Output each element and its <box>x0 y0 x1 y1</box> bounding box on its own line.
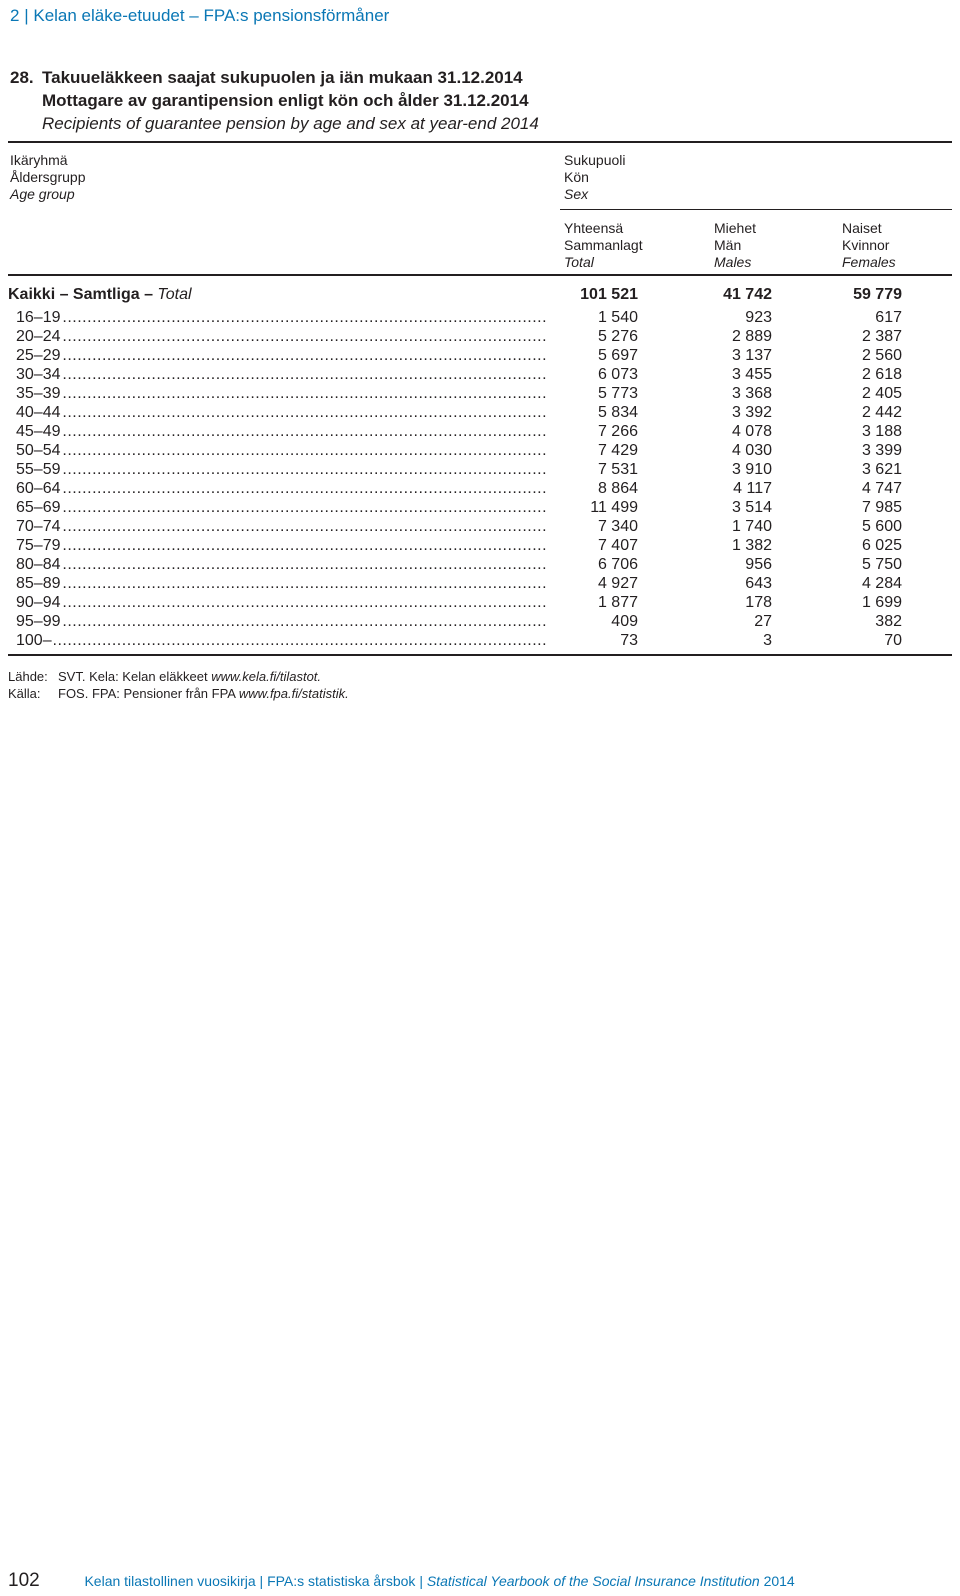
total-row <box>8 282 952 308</box>
table-bottom-rule <box>8 654 952 656</box>
females-col-header-sv: Kvinnor <box>842 237 890 253</box>
table-row <box>8 498 952 517</box>
total-row-label <box>8 282 548 308</box>
total-cell: 1 877 <box>597 594 638 611</box>
age-label: 25–29 <box>8 346 63 365</box>
age-label: 30–34 <box>8 365 63 384</box>
header-top-rule <box>8 141 952 143</box>
table-row <box>8 346 952 365</box>
age-label-cell <box>8 631 548 650</box>
footer-sep-2: | <box>419 1573 423 1589</box>
females-cell: 3 188 <box>861 423 902 440</box>
sources <box>8 668 349 702</box>
footer-sep-1: | <box>259 1573 264 1589</box>
sex-header-fi: Sukupuoli <box>564 152 626 168</box>
chapter-separator: | <box>24 6 29 25</box>
footer-publication <box>84 1573 794 1589</box>
total-cell: 4 927 <box>597 575 638 592</box>
header-bottom-rule <box>8 274 952 276</box>
females-cell: 6 025 <box>861 537 902 554</box>
sex-header-sv: Kön <box>564 169 589 185</box>
table-row <box>8 422 952 441</box>
total-cell: 7 429 <box>597 442 638 459</box>
age-label-cell <box>8 498 548 517</box>
females-cell: 2 618 <box>861 366 902 383</box>
source-fi-url: www.kela.fi/tilastot. <box>211 669 322 684</box>
age-label: 50–54 <box>8 441 63 460</box>
age-label: 100– <box>8 631 54 650</box>
females-col-header <box>842 220 896 271</box>
females-cell: 382 <box>875 613 902 630</box>
table-row <box>8 365 952 384</box>
males-col-header-sv: Män <box>714 237 742 253</box>
age-label-cell <box>8 384 548 403</box>
males-cell: 3 455 <box>731 366 772 383</box>
males-cell: 4 030 <box>731 442 772 459</box>
females-cell: 3 399 <box>861 442 902 459</box>
sex-header <box>564 152 626 203</box>
males-col-header <box>714 220 756 271</box>
table-row <box>8 574 952 593</box>
males-cell: 4 078 <box>731 423 772 440</box>
females-cell: 2 387 <box>861 328 902 345</box>
females-cell: 5 750 <box>861 556 902 573</box>
source-fi-label: Lähde: <box>8 669 48 684</box>
table-title-sv: Mottagare av garantipension enligt kön och ålder 31.12.2014 <box>42 91 529 110</box>
total-cell: 7 407 <box>597 537 638 554</box>
females-cell: 3 621 <box>861 461 902 478</box>
source-fi <box>8 668 349 685</box>
males-cell: 2 889 <box>731 328 772 345</box>
age-label-cell <box>8 308 548 327</box>
footer-title-fi: Kelan tilastollinen vuosikirja <box>84 1573 256 1589</box>
total-col-header-fi: Yhteensä <box>564 220 624 236</box>
total-row-males: 41 742 <box>723 286 772 303</box>
age-label-cell <box>8 327 548 346</box>
females-cell: 617 <box>875 309 902 326</box>
total-cell: 409 <box>611 613 638 630</box>
table-row <box>8 612 952 631</box>
age-group-header <box>10 152 86 203</box>
total-row-females: 59 779 <box>853 286 902 303</box>
table-title-en: Recipients of guarantee pension by age and sex at year-end 2014 <box>42 114 539 133</box>
males-cell: 3 392 <box>731 404 772 421</box>
males-col-header-fi: Miehet <box>714 220 757 236</box>
age-label-cell <box>8 612 548 631</box>
age-label: 45–49 <box>8 422 63 441</box>
total-cell: 7 340 <box>597 518 638 535</box>
age-label: 35–39 <box>8 384 63 403</box>
total-cell: 7 266 <box>597 423 638 440</box>
table-row <box>8 536 952 555</box>
table-title <box>10 66 539 135</box>
females-cell: 2 560 <box>861 347 902 364</box>
footer-year: 2014 <box>763 1573 795 1589</box>
total-col-header <box>564 220 643 271</box>
males-cell: 3 <box>763 632 772 649</box>
source-sv-text: FOS. FPA: Pensioner från FPA <box>58 686 236 701</box>
source-sv-label: Källa: <box>8 686 41 701</box>
males-cell: 3 137 <box>731 347 772 364</box>
table-row <box>8 517 952 536</box>
age-label: 85–89 <box>8 574 63 593</box>
sex-header-en: Sex <box>564 186 589 202</box>
age-label: 65–69 <box>8 498 63 517</box>
source-sv <box>8 685 349 702</box>
total-cell: 8 864 <box>597 480 638 497</box>
age-label-cell <box>8 479 548 498</box>
table-row <box>8 403 952 422</box>
total-label-fi-sv: Kaikki – Samtliga – <box>8 286 153 303</box>
table-number: 28. <box>10 68 34 87</box>
data-table <box>8 282 952 650</box>
total-cell: 6 706 <box>597 556 638 573</box>
sex-subheader-rule <box>560 209 952 210</box>
age-label: 20–24 <box>8 327 63 346</box>
running-head <box>10 6 389 26</box>
females-cell: 5 600 <box>861 518 902 535</box>
age-group-header-fi: Ikäryhmä <box>10 152 68 168</box>
total-cell: 11 499 <box>590 499 638 516</box>
source-sv-url: www.fpa.fi/statistik. <box>238 686 349 701</box>
page-number: 102 <box>8 1570 40 1591</box>
footer-title-sv: FPA:s statistiska årsbok <box>267 1573 416 1589</box>
total-col-header-sv: Sammanlagt <box>564 237 643 253</box>
total-cell: 7 531 <box>597 461 638 478</box>
age-label: 40–44 <box>8 403 63 422</box>
age-label: 90–94 <box>8 593 63 612</box>
age-label-cell <box>8 593 548 612</box>
source-fi-text: SVT. Kela: Kelan eläkkeet <box>58 669 208 684</box>
age-label: 70–74 <box>8 517 63 536</box>
age-label-cell <box>8 460 548 479</box>
age-label-cell <box>8 365 548 384</box>
table-row <box>8 479 952 498</box>
age-label-cell <box>8 555 548 574</box>
age-label: 95–99 <box>8 612 63 631</box>
total-row-total: 101 521 <box>580 286 638 303</box>
males-cell: 3 368 <box>731 385 772 402</box>
females-cell: 7 985 <box>861 499 902 516</box>
age-label: 80–84 <box>8 555 63 574</box>
age-label: 55–59 <box>8 460 63 479</box>
females-cell: 70 <box>884 632 902 649</box>
table-row <box>8 441 952 460</box>
age-label-cell <box>8 346 548 365</box>
footer-title-en: Statistical Yearbook of the Social Insurance Institution <box>426 1573 760 1589</box>
females-col-header-en: Females <box>842 254 896 270</box>
table-row <box>8 460 952 479</box>
females-cell: 2 405 <box>861 385 902 402</box>
females-cell: 4 747 <box>861 480 902 497</box>
table-row <box>8 631 952 650</box>
age-label-cell <box>8 403 548 422</box>
age-group-header-sv: Åldersgrupp <box>10 169 86 185</box>
page-footer <box>8 1570 795 1592</box>
total-cell: 5 697 <box>597 347 638 364</box>
table-title-fi: Takuueläkkeen saajat sukupuolen ja iän mukaan 31.12.2014 <box>42 68 523 87</box>
males-cell: 27 <box>754 613 772 630</box>
males-cell: 178 <box>745 594 772 611</box>
age-label-cell <box>8 536 548 555</box>
females-cell: 2 442 <box>861 404 902 421</box>
table-row <box>8 384 952 403</box>
table-row <box>8 555 952 574</box>
chapter-title: Kelan eläke-etuudet – FPA:s pensionsförmåner <box>33 6 390 25</box>
males-cell: 1 382 <box>731 537 772 554</box>
total-cell: 5 773 <box>597 385 638 402</box>
age-label-cell <box>8 422 548 441</box>
males-cell: 3 910 <box>731 461 772 478</box>
males-col-header-en: Males <box>714 254 752 270</box>
chapter-number: 2 <box>10 6 20 25</box>
total-cell: 1 540 <box>597 309 638 326</box>
males-cell: 3 514 <box>731 499 772 516</box>
table-row <box>8 593 952 612</box>
age-label-cell <box>8 574 548 593</box>
females-cell: 1 699 <box>861 594 902 611</box>
males-cell: 956 <box>745 556 772 573</box>
age-group-header-en: Age group <box>10 186 75 202</box>
total-label-en: Total <box>157 286 192 303</box>
age-label-cell <box>8 441 548 460</box>
table-row <box>8 327 952 346</box>
total-cell: 73 <box>620 632 638 649</box>
age-label: 16–19 <box>8 308 63 327</box>
total-cell: 5 834 <box>597 404 638 421</box>
total-cell: 6 073 <box>597 366 638 383</box>
males-cell: 923 <box>745 309 772 326</box>
age-label: 60–64 <box>8 479 63 498</box>
age-label: 75–79 <box>8 536 63 555</box>
females-cell: 4 284 <box>861 575 902 592</box>
table-row <box>8 308 952 327</box>
age-label-cell <box>8 517 548 536</box>
males-cell: 643 <box>745 575 772 592</box>
females-col-header-fi: Naiset <box>842 220 882 236</box>
males-cell: 4 117 <box>733 480 772 497</box>
total-col-header-en: Total <box>564 254 594 270</box>
total-cell: 5 276 <box>597 328 638 345</box>
males-cell: 1 740 <box>731 518 772 535</box>
